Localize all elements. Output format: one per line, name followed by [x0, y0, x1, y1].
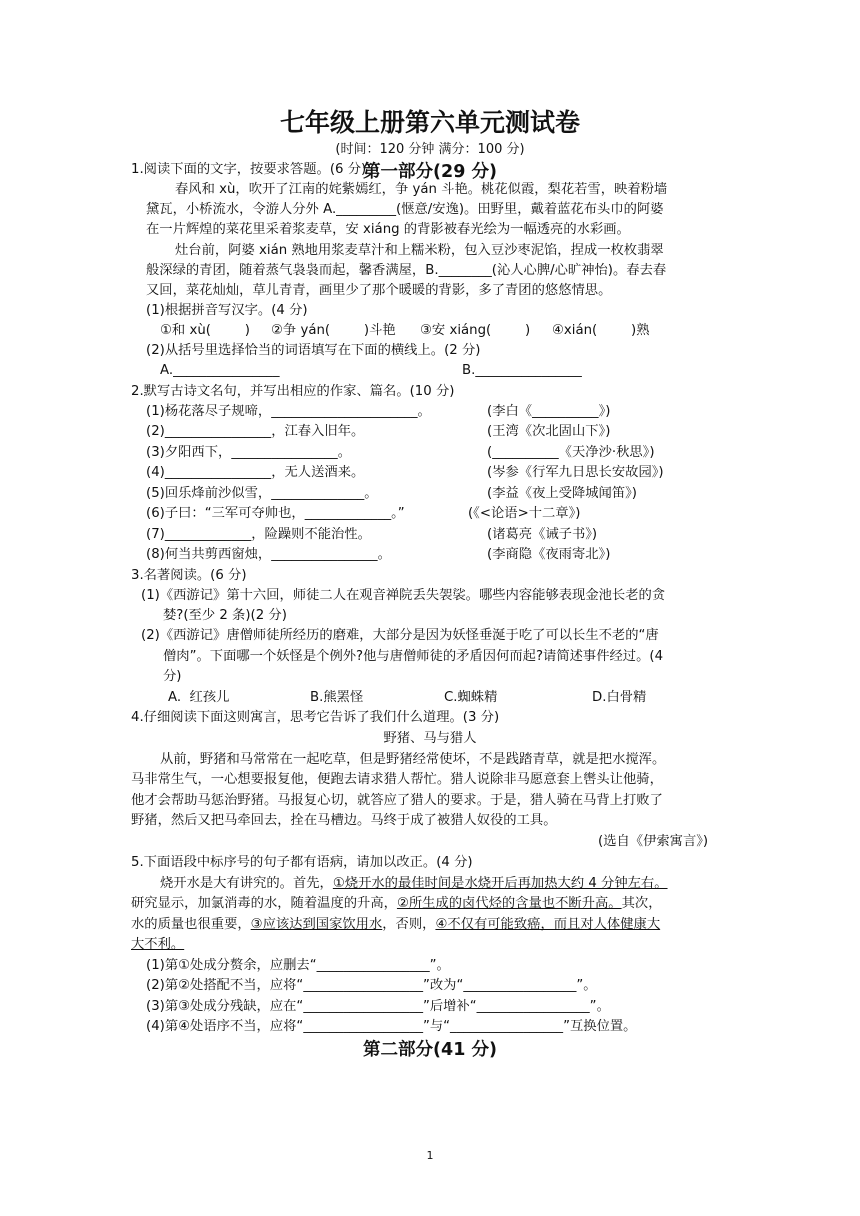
q1-passage-line: 般深绿的青团，随着蒸气袅袅而起，馨香满屋，B.________(沁人心脾/心旷神怡)。春去春: [146, 263, 667, 278]
q1-answer-a: A.________________: [160, 363, 280, 378]
q3-sub2: (2)《西游记》唐僧师徒所经历的磨难，大部分是因为妖怪垂涎于吃了可以长生不老的“唐: [141, 628, 659, 643]
q1-passage-line: 又回，菜花灿灿，草儿青青，画里少了那个暖暖的背影，多了青团的悠悠情思。: [146, 283, 612, 298]
q2-source: (诸葛亮《诫子书》): [487, 527, 598, 542]
q5-text: ，否则，: [382, 917, 436, 932]
fable-line: 他才会帮助马惩治野猪。马报复心切，就答应了猎人的要求。于是，猎人骑在马背上打败了: [131, 793, 663, 808]
q3-option: B.熊罴怪: [310, 690, 364, 705]
q3-sub1: (1)《西游记》第十六回，师徒二人在观音禅院丢失袈裟。哪些内容能够表现金池长老的贪: [141, 588, 666, 603]
q5-sentence-4-cont: 大不利。: [131, 937, 185, 952]
fable-source: (选自《伊索寓言》): [598, 834, 709, 849]
q1-pinyin-item: ①和 xù( ): [160, 323, 250, 338]
q5-stem: 5.下面语段中标序号的句子都有语病，请加以改正。(4 分): [131, 855, 473, 870]
q1-stem: 1.阅读下面的文字，按要求答题。(6 分): [131, 162, 367, 177]
q5-passage-line: [160, 874, 668, 894]
q5-text: 研究显示，加氯消毒的水，随着温度的升高，: [131, 896, 397, 911]
q2-source: (岑参《行军九日思长安故园》): [487, 465, 664, 480]
q2-source: (李益《夜上受降城闻笛》): [487, 486, 637, 501]
q1-sub2: (2)从括号里选择恰当的词语填写在下面的横线上。(2 分): [146, 343, 481, 358]
q2-line: (4)________________，无人送酒来。: [146, 465, 365, 480]
q5-answer-line: (2)第②处搭配不当，应将“__________________”改为“_________________”。: [146, 978, 597, 993]
q1-pinyin-item: ②争 yán( )斗艳: [271, 323, 396, 338]
q5-sentence-1: ①烧开水的最佳时间是水烧开后再加热大约 4 分钟左右。: [332, 876, 668, 891]
q1-pinyin-item: ④xián( )熟: [552, 323, 650, 338]
q5-passage-line: [131, 915, 660, 935]
q5-answer-line: (4)第④处语序不当，应将“__________________”与“_________________”互换位置。: [146, 1019, 637, 1034]
part-two-heading: 第二部分(41 分): [363, 1040, 497, 1060]
exam-title: 七年级上册第六单元测试卷: [279, 108, 580, 137]
q5-answer-line: (1)第①处成分赘余，应删去“_________________”。: [146, 958, 450, 973]
part-one-heading: 第一部分(29 分): [363, 162, 497, 182]
fable-line: 马非常生气，一心想要报复他，便跑去请求猎人帮忙。猎人说除非马愿意套上辔头让他骑，: [131, 772, 663, 787]
q3-sub1-cont: 婪?(至少 2 条)(2 分): [163, 608, 287, 623]
fable-line: 从前，野猪和马常常在一起吃草，但是野猪经常使坏，不是践踏青草，就是把水搅浑。: [160, 752, 666, 767]
exam-subtitle: (时间：120 分钟 满分：100 分): [335, 142, 525, 157]
q5-passage-line: [131, 935, 184, 955]
q1-answer-b: B.________________: [462, 363, 582, 378]
q1-passage-line: 黛瓦，小桥流水，令游人分外 A._________(惬意/安逸)。田野里，戴着蓝花布头巾的阿婆: [146, 202, 664, 217]
q3-option: D.白骨精: [592, 690, 647, 705]
page-number: 1: [426, 1149, 434, 1162]
fable-title: 野猪、马与猎人: [383, 731, 477, 746]
q5-text: 烧开水是大有讲究的。首先，: [160, 876, 333, 891]
q2-stem: 2.默写古诗文名句，并写出相应的作家、篇名。(10 分): [131, 384, 455, 399]
q1-passage-line: 灶台前，阿婆 xián 熟地用浆麦草汁和上糯米粉，包入豆沙枣泥馅，捏成一枚枚翡翠: [175, 243, 664, 258]
q5-answer-line: (3)第③处成分残缺，应在“__________________”后增补“_________________”。: [146, 999, 610, 1014]
q2-line: (1)杨花落尽子规啼，______________________。: [146, 404, 431, 419]
q1-sub1: (1)根据拼音写汉字。(4 分): [146, 303, 308, 318]
q3-sub2-cont: 分): [163, 669, 182, 684]
q3-option: C.蜘蛛精: [444, 690, 498, 705]
q3-stem: 3.名著阅读。(6 分): [131, 568, 247, 583]
q5-text: 水的质量也很重要，: [131, 917, 251, 932]
q2-source: (王湾《次北固山下》): [487, 424, 611, 439]
q1-passage-line: 在一片辉煌的菜花里采着浆麦草，安 xiáng 的背影被春光绘为一幅透亮的水彩画。: [146, 222, 630, 237]
q2-line: (6)子曰：“三军可夺帅也，_____________。”: [146, 506, 405, 521]
q5-sentence-3: ③应该达到国家饮用水: [250, 917, 383, 932]
q2-source: (李白《__________》): [487, 404, 611, 419]
q2-source: (《<论语>十二章》): [468, 506, 581, 521]
q4-stem: 4.仔细阅读下面这则寓言，思考它告诉了我们什么道理。(3 分): [131, 710, 500, 725]
q3-option: A. 红孩儿: [168, 690, 230, 705]
q3-sub2-cont: 僧肉”。下面哪一个妖怪是个例外?他与唐僧师徒的矛盾因何而起?请简述事件经过。(4: [163, 649, 664, 664]
q5-sentence-4: ④不仅有可能致癌，而且对人体健康大: [435, 917, 661, 932]
q2-line: (3)夕阳西下，________________。: [146, 445, 351, 460]
q2-source: (李商隐《夜雨寄北》): [487, 547, 611, 562]
q5-passage-line: [131, 894, 662, 914]
q1-pinyin-item: ③安 xiáng( ): [420, 323, 531, 338]
q2-line: (7)_____________，险躁则不能治性。: [146, 527, 371, 542]
q2-line: (5)回乐烽前沙似雪，______________。: [146, 486, 378, 501]
q1-passage-line: 春风和 xù，吹开了江南的姹紫嫣红，争 yán 斗艳。桃花似霞，梨花若雪，映着粉墙: [175, 182, 668, 197]
q5-sentence-2: ②所生成的卤代烃的含量也不断升高。: [396, 896, 622, 911]
q5-text: 其次，: [621, 896, 662, 911]
fable-line: 野猪，然后又把马牵回去，拴在马槽边。马终于成了被猎人奴役的工具。: [131, 813, 557, 828]
q2-source: (__________《天净沙·秋思》): [487, 445, 655, 460]
q2-line: (2)________________，江春入旧年。: [146, 424, 365, 439]
q2-line: (8)何当共剪西窗烛，________________。: [146, 547, 391, 562]
